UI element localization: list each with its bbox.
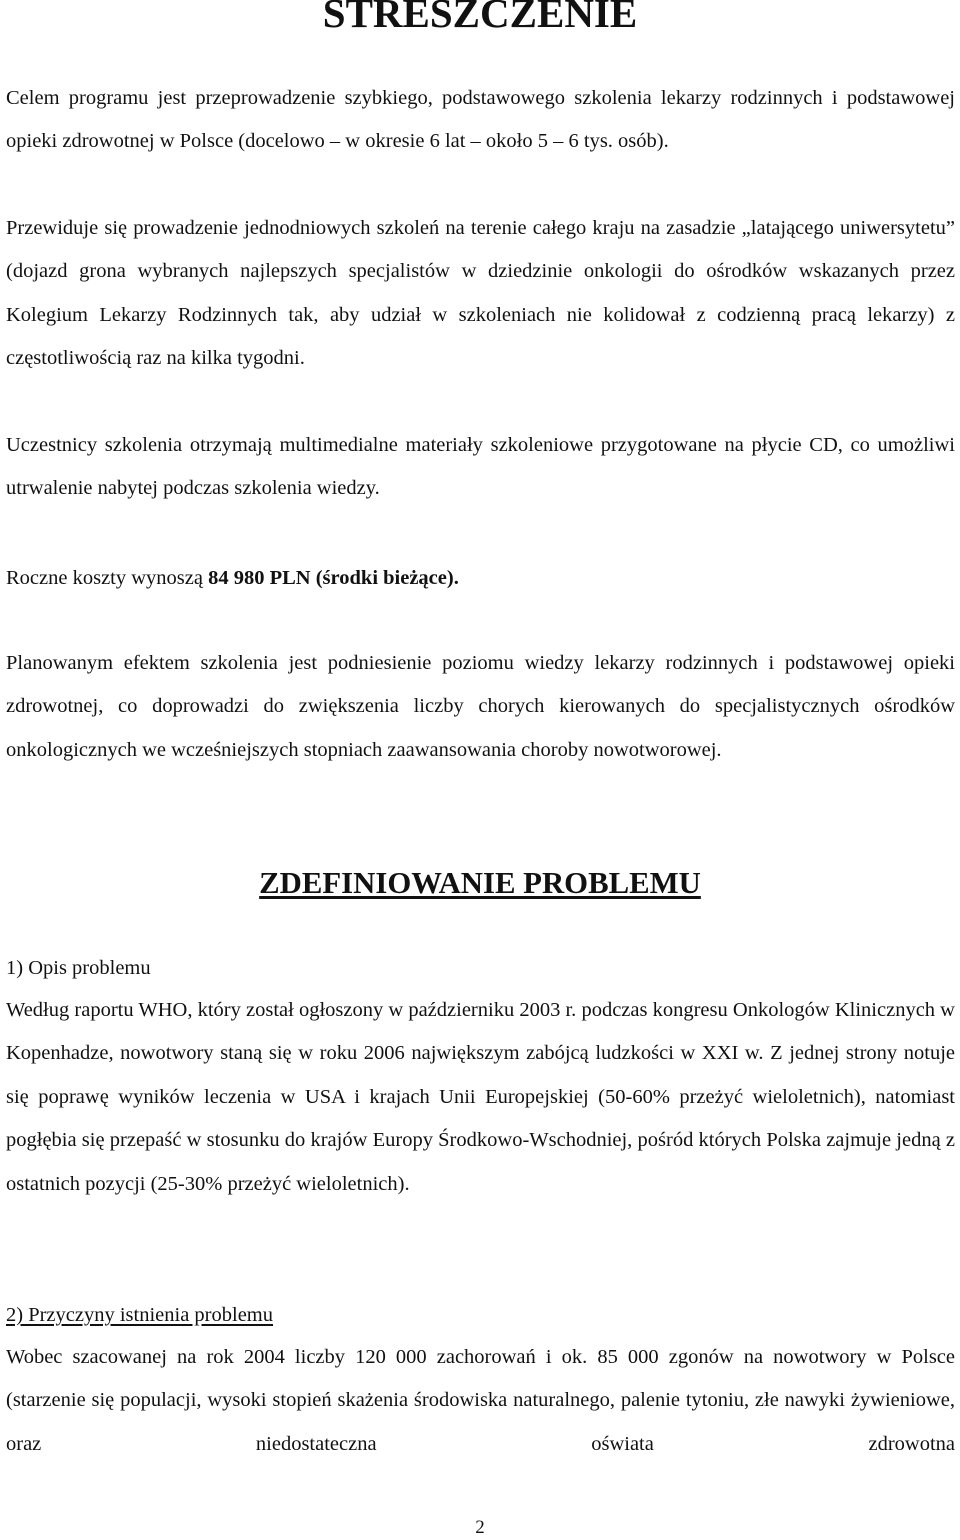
section-1-title: 1) Opis problemu (6, 957, 151, 979)
summary-paragraph-2: Przewiduje się prowadzenie jednodniowych szkoleń na terenie całego kraju na zasadzie „latającego uniwersytetu” (dojazd grona wybranych najlepszych specjalistów w dziedzinie onkologii do ośrodków wskazanych przez Kolegium Lekarzy Rodzinnych tak, aby udział w szkoleniach nie kolidował z codzienną pracą lekarzy) z częstotliwością raz na kilka tygodni. (6, 217, 955, 370)
summary-paragraph-3: Uczestnicy szkolenia otrzymają multimedialne materiały szkoleniowe przygotowane na płycie CD, co umożliwi utrwalenie nabytej podczas szkolenia wiedzy. (6, 434, 955, 500)
problem-heading: ZDEFINIOWANIE PROBLEMU (259, 866, 701, 900)
effect-paragraph: Planowanym efektem szkolenia jest podniesienie poziomu wiedzy lekarzy rodzinnych i podstawowej opieki zdrowotnej, co doprowadzi do zwiększenia liczby chorych kierowanych do specjalistycznych ośrodków onkologicznych we wcześniejszych stopniach zaawansowania choroby nowotworowej. (6, 652, 955, 761)
costs-prefix: Roczne koszty wynoszą (6, 567, 209, 589)
section-2-title: 2) Przyczyny istnienia problemu (6, 1304, 274, 1326)
page-number: 2 (475, 1517, 485, 1538)
section-1-text: Według raportu WHO, który został ogłoszony w październiku 2003 r. podczas kongresu Onkologów Klinicznych w Kopenhadze, nowotwory staną się w roku 2006 największym zabójcą ludzkości w XXI w. Z jednej strony notuje się poprawę wyników leczenia w USA i krajach Unii Europejskiej (50-60% przeżyć wieloletnich), natomiast pogłębia się przepaść w stosunku do krajów Europy Środkowo-Wschodniej, pośród których Polska zajmuje jedną z ostatnich pozycji (25-30% przeżyć wieloletnich). (6, 999, 955, 1195)
summary-heading: STRESZCZENIE (322, 0, 638, 36)
costs-value: 84 980 PLN (środki bieżące). (208, 567, 459, 589)
summary-paragraph-1: Celem programu jest przeprowadzenie szybkiego, podstawowego szkolenia lekarzy rodzinnych i podstawowej opieki zdrowotnej w Polsce (docelowo – w okresie 6 lat – około 5 – 6 tys. osób). (6, 87, 955, 153)
section-2-text: Wobec szacowanej na rok 2004 liczby 120 000 zachorowań i ok. 85 000 zgonów na nowotwory w Polsce (starzenie się populacji, wysoki stopień skażenia środowiska naturalnego, palenie tytoniu, złe nawyki żywieniowe, oraz niedostateczna oświata zdrowotna (6, 1346, 955, 1455)
costs-line (6, 565, 459, 591)
